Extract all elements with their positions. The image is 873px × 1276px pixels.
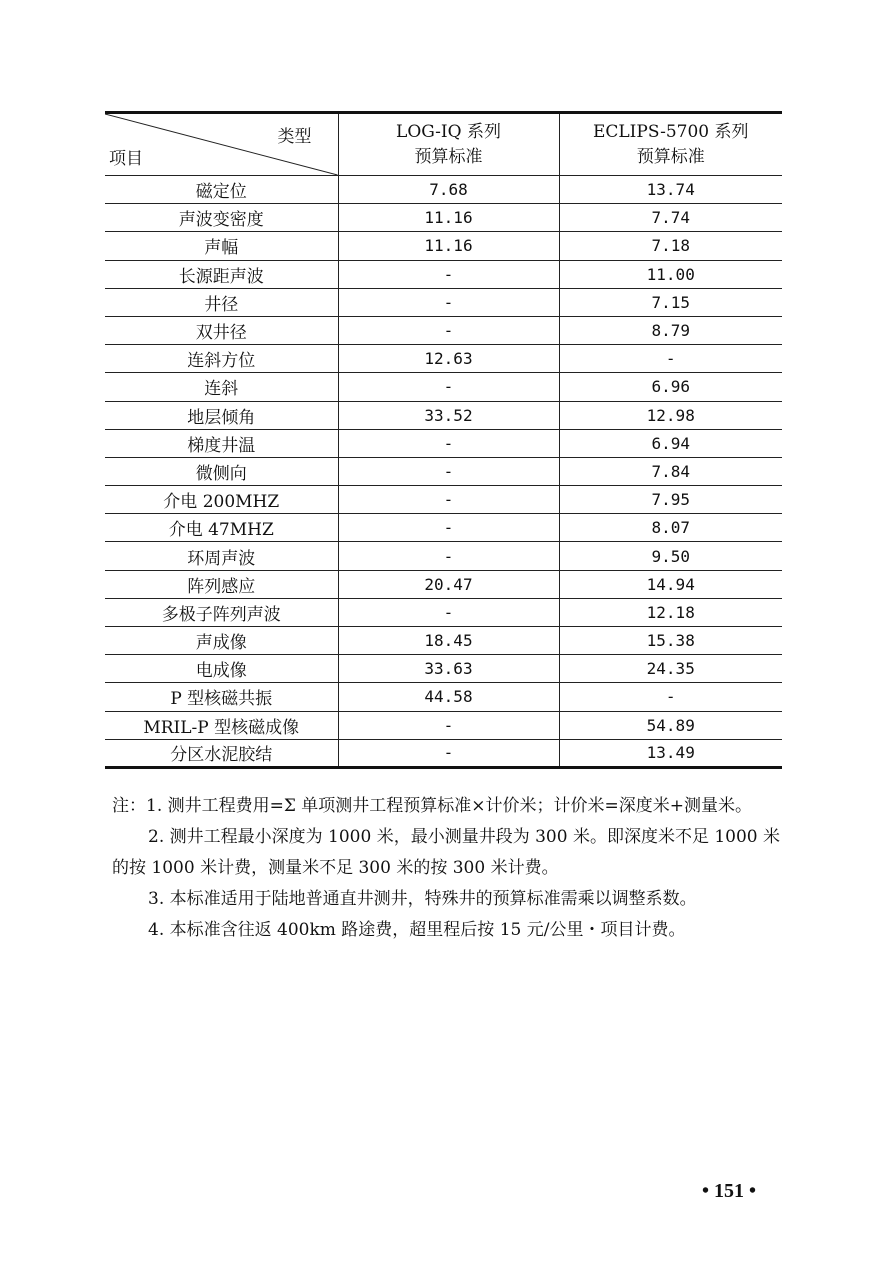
item-cell: P 型核磁共振 bbox=[105, 683, 338, 711]
note-1: 注：1. 测井工程费用=Σ 单项测井工程预算标准×计价米；计价米=深度米+测量米。 bbox=[112, 796, 753, 816]
table-row bbox=[105, 345, 782, 373]
item-cell: 阵列感应 bbox=[105, 570, 338, 598]
eclips-value-cell: 13.49 bbox=[559, 739, 782, 767]
eclips-value-cell: 54.89 bbox=[559, 711, 782, 739]
logiq-value-cell: 44.58 bbox=[338, 683, 559, 711]
eclips-value-cell: 9.50 bbox=[559, 542, 782, 570]
table-body bbox=[105, 176, 782, 768]
logiq-value-cell: - bbox=[338, 288, 559, 316]
item-cell: 声幅 bbox=[105, 232, 338, 260]
logiq-value-cell: - bbox=[338, 598, 559, 626]
table-row bbox=[105, 683, 782, 711]
page-number: • 151 • bbox=[702, 1180, 757, 1202]
eclips-value-cell: 8.79 bbox=[559, 316, 782, 344]
logiq-value-cell: 11.16 bbox=[338, 204, 559, 232]
corner-category-label: 类型 bbox=[277, 127, 312, 147]
eclips-value-cell: 24.35 bbox=[559, 655, 782, 683]
table-row bbox=[105, 711, 782, 739]
eclips-value-cell: 14.94 bbox=[559, 570, 782, 598]
item-cell: 多极子阵列声波 bbox=[105, 598, 338, 626]
item-cell: 介电 200MHZ bbox=[105, 486, 338, 514]
table-row bbox=[105, 457, 782, 485]
eclips-value-cell: 12.18 bbox=[559, 598, 782, 626]
item-cell: 磁定位 bbox=[105, 176, 338, 204]
logiq-value-cell: 33.52 bbox=[338, 401, 559, 429]
item-cell: 井径 bbox=[105, 288, 338, 316]
logiq-value-cell: 7.68 bbox=[338, 176, 559, 204]
logiq-value-cell: - bbox=[338, 429, 559, 457]
eclips-value-cell: 7.15 bbox=[559, 288, 782, 316]
eclips-value-cell: - bbox=[559, 345, 782, 373]
table-header-row bbox=[105, 113, 782, 176]
logiq-value-cell: 11.16 bbox=[338, 232, 559, 260]
eclips-value-cell: 7.74 bbox=[559, 204, 782, 232]
note-3: 3. 本标准适用于陆地普通直井测井，特殊井的预算标准需乘以调整系数。 bbox=[148, 889, 697, 909]
logiq-value-cell: 33.63 bbox=[338, 655, 559, 683]
table-row bbox=[105, 260, 782, 288]
logiq-value-cell: - bbox=[338, 739, 559, 767]
logiq-value-cell: - bbox=[338, 711, 559, 739]
eclips-value-cell: 6.94 bbox=[559, 429, 782, 457]
item-cell: 电成像 bbox=[105, 655, 338, 683]
logiq-value-cell: 18.45 bbox=[338, 627, 559, 655]
item-cell: 声成像 bbox=[105, 627, 338, 655]
table-row bbox=[105, 288, 782, 316]
item-cell: 环周声波 bbox=[105, 542, 338, 570]
note-2: 2. 测井工程最小深度为 1000 米，最小测量井段为 300 米。即深度米不足 1000 米的按 1000 米计费，测量米不足 300 米的按 300 米计费。 bbox=[112, 827, 781, 878]
eclips-value-cell: 13.74 bbox=[559, 176, 782, 204]
logiq-value-cell: - bbox=[338, 457, 559, 485]
item-cell: 分区水泥胶结 bbox=[105, 739, 338, 767]
eclips-value-cell: 7.18 bbox=[559, 232, 782, 260]
table-row bbox=[105, 429, 782, 457]
item-cell: 介电 47MHZ bbox=[105, 514, 338, 542]
logiq-value-cell: - bbox=[338, 260, 559, 288]
table-row bbox=[105, 316, 782, 344]
table-row bbox=[105, 739, 782, 767]
eclips-value-cell: 6.96 bbox=[559, 373, 782, 401]
logiq-value-cell: - bbox=[338, 514, 559, 542]
table-row bbox=[105, 570, 782, 598]
notes-section bbox=[112, 791, 782, 946]
eclips-value-cell: 7.84 bbox=[559, 457, 782, 485]
header-eclips bbox=[559, 113, 782, 176]
logiq-value-cell: 20.47 bbox=[338, 570, 559, 598]
logiq-value-cell: - bbox=[338, 486, 559, 514]
eclips-value-cell: 12.98 bbox=[559, 401, 782, 429]
corner-item-label: 项目 bbox=[109, 149, 143, 169]
eclips-value-cell: 7.95 bbox=[559, 486, 782, 514]
item-cell: 长源距声波 bbox=[105, 260, 338, 288]
header-eclips-series: ECLIPS-5700 系列 bbox=[592, 121, 749, 142]
table-row bbox=[105, 655, 782, 683]
item-cell: 微侧向 bbox=[105, 457, 338, 485]
table-row bbox=[105, 598, 782, 626]
logiq-value-cell: - bbox=[338, 542, 559, 570]
eclips-value-cell: 15.38 bbox=[559, 627, 782, 655]
logiq-value-cell: 12.63 bbox=[338, 345, 559, 373]
header-logiq-series: LOG-IQ 系列 bbox=[396, 121, 501, 142]
table-row bbox=[105, 486, 782, 514]
table-row bbox=[105, 373, 782, 401]
table-row bbox=[105, 401, 782, 429]
note-4: 4. 本标准含往返 400km 路途费，超里程后按 15 元/公里・项目计费。 bbox=[148, 920, 686, 940]
eclips-value-cell: 8.07 bbox=[559, 514, 782, 542]
table-row bbox=[105, 232, 782, 260]
header-logiq-standard: 预算标准 bbox=[414, 146, 483, 167]
item-cell: 双井径 bbox=[105, 316, 338, 344]
header-eclips-standard: 预算标准 bbox=[636, 146, 705, 167]
eclips-value-cell: 11.00 bbox=[559, 260, 782, 288]
logiq-value-cell: - bbox=[338, 316, 559, 344]
table-row bbox=[105, 514, 782, 542]
item-cell: MRIL-P 型核磁成像 bbox=[105, 711, 338, 739]
header-logiq bbox=[338, 113, 559, 176]
table-row bbox=[105, 176, 782, 204]
table-row bbox=[105, 542, 782, 570]
table-row bbox=[105, 627, 782, 655]
item-cell: 地层倾角 bbox=[105, 401, 338, 429]
diagonal-header-cell bbox=[105, 113, 338, 176]
item-cell: 梯度井温 bbox=[105, 429, 338, 457]
item-cell: 连斜 bbox=[105, 373, 338, 401]
item-cell: 连斜方位 bbox=[105, 345, 338, 373]
eclips-value-cell: - bbox=[559, 683, 782, 711]
table-row bbox=[105, 204, 782, 232]
logging-budget-table bbox=[105, 111, 782, 769]
logiq-value-cell: - bbox=[338, 373, 559, 401]
item-cell: 声波变密度 bbox=[105, 204, 338, 232]
